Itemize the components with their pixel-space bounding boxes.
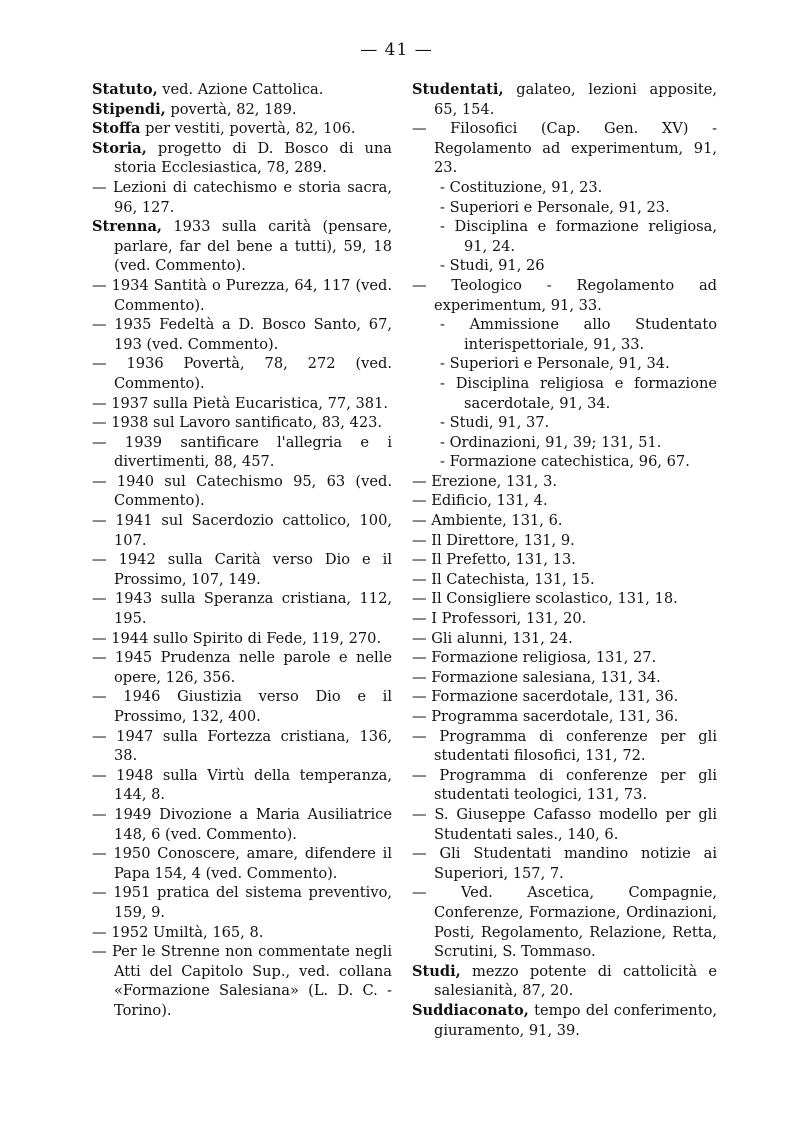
index-entry <box>92 942 392 1020</box>
index-entry-text: — 1942 sulla Carità verso Dio e il Prossimo, 107, 149. <box>92 551 392 588</box>
index-entry <box>412 491 717 511</box>
index-entry <box>412 413 717 433</box>
index-entry-text: — 1939 santificare l'allegria e i divertimenti, 88, 457. <box>92 433 392 471</box>
index-entry-text: povertà, 82, 189. <box>165 100 297 118</box>
index-entry <box>92 805 392 844</box>
index-entry <box>412 511 717 531</box>
index-headword: Statuto, <box>92 81 158 98</box>
index-entry-text: — Il Catechista, 131, 15. <box>412 570 595 588</box>
index-entry <box>92 923 392 943</box>
index-entry-text: — 1937 sulla Pietà Eucaristica, 77, 381. <box>92 394 388 412</box>
index-entry <box>412 707 717 727</box>
index-entry-text: — 1949 Divozione a Maria Ausiliatrice 148, 6 (ved. Commento). <box>92 805 392 843</box>
index-entry <box>92 315 392 354</box>
index-entry-text: — Programma sacerdotale, 131, 36. <box>412 708 679 725</box>
index-entry <box>412 433 717 453</box>
index-entry <box>412 629 717 649</box>
index-entry-text: — 1938 sul Lavoro santificato, 83, 423. <box>92 414 383 432</box>
index-entry-text: — Lezioni di catechismo e storia sacra, 96, 127. <box>92 178 392 216</box>
index-entry <box>92 139 392 178</box>
index-entry-text: tempo del conferimento, giuramento, 91, 39. <box>434 1001 717 1039</box>
index-entry <box>92 511 392 550</box>
index-entry-text: — Programma di conferenze per gli studentati filosofici, 131, 72. <box>412 727 717 765</box>
index-entry <box>92 727 392 766</box>
index-entry <box>412 766 717 805</box>
index-entry-text: — S. Giuseppe Cafasso modello per gli Studentati sales., 140, 6. <box>412 805 717 843</box>
index-entry-text: — Il Direttore, 131, 9. <box>412 531 575 549</box>
index-entry-text: — Il Prefetto, 131, 13. <box>412 551 576 569</box>
index-entry-text: — 1943 sulla Speranza cristiana, 112, 195. <box>92 590 392 628</box>
index-entry <box>92 589 392 628</box>
index-entry <box>92 100 392 120</box>
index-entry <box>412 276 717 315</box>
index-entry <box>92 80 392 100</box>
index-entry-text: — Teologico - Regolamento ad experimentum, 91, 33. <box>412 276 717 314</box>
index-entry-text: — Edificio, 131, 4. <box>412 492 548 510</box>
index-entry <box>92 550 392 589</box>
index-entry-text: — Formazione sacerdotale, 131, 36. <box>412 688 679 706</box>
index-entry-text: - Formazione catechistica, 96, 67. <box>440 453 690 471</box>
index-entry-text: — Gli alunni, 131, 24. <box>412 629 573 647</box>
index-entry-text: — 1947 sulla Fortezza cristiana, 136, 38. <box>92 727 392 765</box>
index-entry-text: mezzo potente di cattolicità e salesianità, 87, 20. <box>434 962 717 1000</box>
index-entry-text: - Costituzione, 91, 23. <box>440 178 603 196</box>
index-entry <box>92 648 392 687</box>
index-entry-text: — 1946 Giustizia verso Dio e il Prossimo, 132, 400. <box>92 688 392 725</box>
index-entry <box>412 315 717 354</box>
index-entry-text: — Gli Studentati mandino notizie ai Superiori, 157, 7. <box>412 845 717 882</box>
index-entry <box>412 452 717 472</box>
index-entry <box>412 609 717 629</box>
index-entry <box>412 178 717 198</box>
index-entry-text: — 1952 Umiltà, 165, 8. <box>92 923 264 941</box>
index-entry-text: — Filosofici (Cap. Gen. XV) - Regolamento ad experimentum, 91, 23. <box>412 120 717 177</box>
index-entry <box>412 256 717 276</box>
index-entry-text: — Erezione, 131, 3. <box>412 472 558 490</box>
index-entry-text: - Disciplina e formazione religiosa, 91, 24. <box>440 218 717 255</box>
index-entry <box>412 668 717 688</box>
index-entry <box>412 883 717 961</box>
index-headword: Stoffa <box>92 120 141 138</box>
index-headword: Studi, <box>412 962 461 980</box>
index-column-right <box>412 80 717 1040</box>
index-entry-text: - Disciplina religiosa e formazione sacerdotale, 91, 34. <box>440 374 717 412</box>
index-entry <box>92 354 392 393</box>
index-column-left <box>92 80 392 1021</box>
index-entry <box>92 472 392 511</box>
index-entry <box>412 550 717 570</box>
index-entry <box>92 413 392 433</box>
index-entry-text: per vestiti, povertà, 82, 106. <box>140 120 356 138</box>
index-entry-text: - Studi, 91, 37. <box>440 414 550 432</box>
index-headword: Stipendi, <box>92 100 166 118</box>
index-entry-text: - Ordinazioni, 91, 39; 131, 51. <box>440 433 662 451</box>
index-entry-text: — 1945 Prudenza nelle parole e nelle opere, 126, 356. <box>92 649 392 686</box>
index-entry-text: — 1935 Fedeltà a D. Bosco Santo, 67, 193 (ved. Commento). <box>92 316 392 353</box>
index-entry <box>412 589 717 609</box>
index-entry <box>412 648 717 668</box>
index-entry-text: — I Professori, 131, 20. <box>412 610 587 628</box>
index-entry <box>92 766 392 805</box>
index-headword: Strenna, <box>92 218 163 236</box>
index-entry <box>412 217 717 256</box>
index-entry-text: — 1950 Conoscere, amare, difendere il Papa 154, 4 (ved. Commento). <box>92 845 392 882</box>
index-entry <box>412 1001 717 1040</box>
index-entry-text: 1933 sulla carità (pensare, parlare, far del bene a tutti), 59, 18 (ved. Commento). <box>114 218 392 275</box>
index-entry-text: — 1941 sul Sacerdozio cattolico, 100, 107. <box>92 512 392 549</box>
index-entry-text: — Formazione salesiana, 131, 34. <box>412 668 661 686</box>
index-entry-text: - Studi, 91, 26 <box>440 257 545 275</box>
index-headword: Studentati, <box>412 81 504 98</box>
index-entry-text: — Ambiente, 131, 6. <box>412 512 563 530</box>
index-entry <box>92 276 392 315</box>
index-entry-text: — 1951 pratica del sistema preventivo, 159, 9. <box>92 884 392 921</box>
index-entry-text: — Programma di conferenze per gli studentati teologici, 131, 73. <box>412 766 717 804</box>
index-entry-text: — Per le Strenne non commentate negli Atti del Capitolo Sup., ved. collana «Formazione Salesiana» (L. D. C. - Torino). <box>92 943 392 1019</box>
index-entry <box>92 629 392 649</box>
index-entry <box>412 962 717 1001</box>
index-entry <box>92 883 392 922</box>
index-entry <box>412 80 717 119</box>
index-entry-text: — Formazione religiosa, 131, 27. <box>412 649 657 667</box>
index-entry <box>412 531 717 551</box>
index-entry <box>412 844 717 883</box>
index-entry-text: - Superiori e Personale, 91, 34. <box>440 355 670 373</box>
index-entry <box>92 394 392 414</box>
index-entry <box>412 805 717 844</box>
index-entry-text: galateo, lezioni apposite, 65, 154. <box>434 81 717 118</box>
index-entry <box>92 119 392 139</box>
index-entry-text: — 1940 sul Catechismo 95, 63 (ved. Commento). <box>92 472 392 510</box>
index-entry-text: progetto di D. Bosco di una storia Ecclesiastica, 78, 289. <box>114 139 392 177</box>
index-entry <box>92 217 392 276</box>
index-entry-text: - Superiori e Personale, 91, 23. <box>440 198 670 216</box>
index-entry <box>92 687 392 726</box>
index-entry <box>412 119 717 178</box>
index-entry-text: ved. Azione Cattolica. <box>157 81 324 98</box>
index-entry <box>92 433 392 472</box>
index-entry-text: — 1944 sullo Spirito di Fede, 119, 270. <box>92 629 382 647</box>
index-entry-text: — 1948 sulla Virtù della temperanza, 144, 8. <box>92 766 392 804</box>
index-entry-text: — Il Consigliere scolastico, 131, 18. <box>412 590 678 608</box>
index-entry-text: - Ammissione allo Studentato interispettoriale, 91, 33. <box>440 316 717 353</box>
index-entry <box>412 687 717 707</box>
index-headword: Storia, <box>92 139 147 157</box>
index-entry <box>92 844 392 883</box>
index-entry <box>412 198 717 218</box>
index-entry <box>412 727 717 766</box>
index-entry <box>412 570 717 590</box>
page-number: — 41 — <box>360 40 433 60</box>
index-entry <box>412 354 717 374</box>
index-entry-text: — 1934 Santità o Purezza, 64, 117 (ved. Commento). <box>92 276 392 314</box>
index-entry-text: — 1936 Povertà, 78, 272 (ved. Commento). <box>92 355 392 392</box>
index-entry-text: — Ved. Ascetica, Compagnie, Conferenze, Formazione, Ordinazioni, Posti, Regolamento, Relazione, Retta, Scrutini, S. Tommaso. <box>412 884 717 961</box>
index-entry <box>412 472 717 492</box>
index-entry <box>412 374 717 413</box>
index-headword: Suddiaconato, <box>412 1001 529 1019</box>
index-entry <box>92 178 392 217</box>
